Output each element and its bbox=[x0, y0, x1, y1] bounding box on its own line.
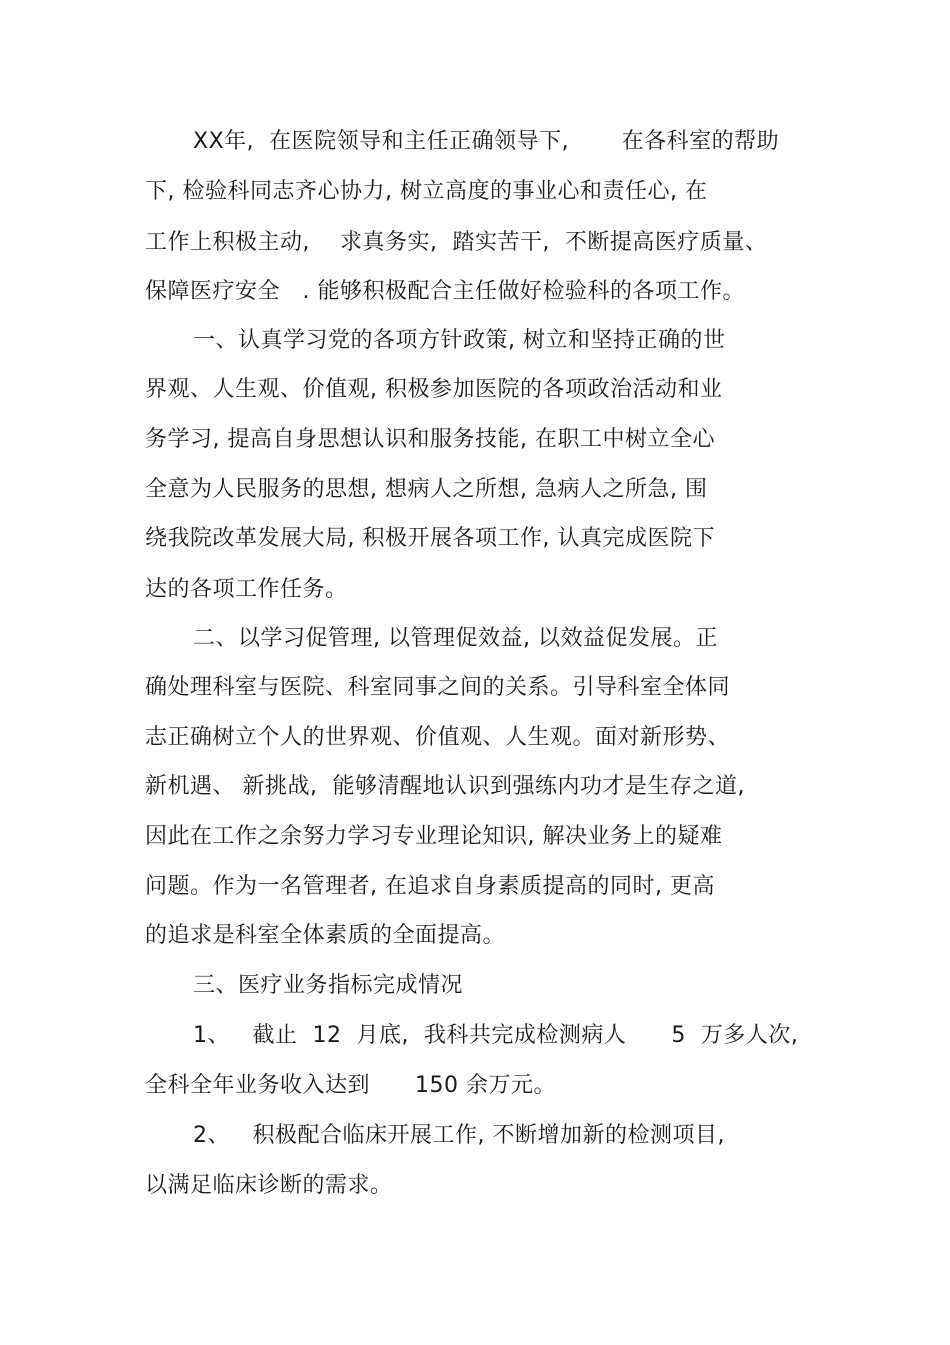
paragraph-intro-line-4: 保障医疗安全 . 能够积极配合主任做好检验科的各项工作。 bbox=[145, 279, 745, 304]
item-1-line-2: 全科全年业务收入达到 150 余万元。 bbox=[145, 1073, 556, 1098]
item-2-line-2: 以满足临床诊断的需求。 bbox=[145, 1173, 393, 1198]
paragraph-2-line-5: 因此在工作之余努力学习专业理论知识, 解决业务上的疑难 bbox=[145, 824, 723, 849]
paragraph-2-line-4: 新机遇、 新挑战, 能够清醒地认识到强练内功才是生存之道, bbox=[145, 774, 745, 799]
paragraph-intro-line-2: 下, 检验科同志齐心协力, 树立高度的事业心和责任心, 在 bbox=[145, 179, 708, 204]
paragraph-1-line-3: 务学习, 提高自身思想认识和服务技能, 在职工中树立全心 bbox=[145, 427, 715, 452]
paragraph-intro-line-1: XX年, 在医院领导和主任正确领导下, 在各科室的帮助 bbox=[193, 129, 780, 154]
paragraph-2-line-1: 二、以学习促管理, 以管理促效益, 以效益促发展。正 bbox=[193, 626, 718, 651]
item-2-line-1: 2、 积极配合临床开展工作, 不断增加新的检测项目, bbox=[193, 1123, 725, 1148]
paragraph-1-line-5: 绕我院改革发展大局, 积极开展各项工作, 认真完成医院下 bbox=[145, 526, 715, 551]
paragraph-2-line-3: 志正确树立个人的世界观、价值观、人生观。面对新形势、 bbox=[145, 725, 731, 750]
section-3-heading: 三、医疗业务指标完成情况 bbox=[193, 973, 464, 998]
paragraph-1-line-1: 一、认真学习党的各项方针政策, 树立和坚持正确的世 bbox=[193, 328, 726, 353]
paragraph-2-line-7: 的追求是科室全体素质的全面提高。 bbox=[145, 923, 506, 948]
paragraph-1-line-4: 全意为人民服务的思想, 想病人之所想, 急病人之所急, 围 bbox=[145, 477, 708, 502]
paragraph-1-line-6: 达的各项工作任务。 bbox=[145, 577, 348, 602]
paragraph-intro-line-3: 工作上积极主动, 求真务实, 踏实苦干, 不断提高医疗质量、 bbox=[145, 230, 768, 255]
paragraph-2-line-6: 问题。作为一名管理者, 在追求自身素质提高的同时, 更高 bbox=[145, 874, 715, 899]
item-1-line-1: 1、 截止 12 月底, 我科共完成检测病人 5 万多人次, bbox=[193, 1023, 799, 1048]
paragraph-2-line-2: 确处理科室与医院、科室同事之间的关系。引导科室全体同 bbox=[145, 675, 731, 700]
paragraph-1-line-2: 界观、人生观、价值观, 积极参加医院的各项政治活动和业 bbox=[145, 377, 723, 402]
